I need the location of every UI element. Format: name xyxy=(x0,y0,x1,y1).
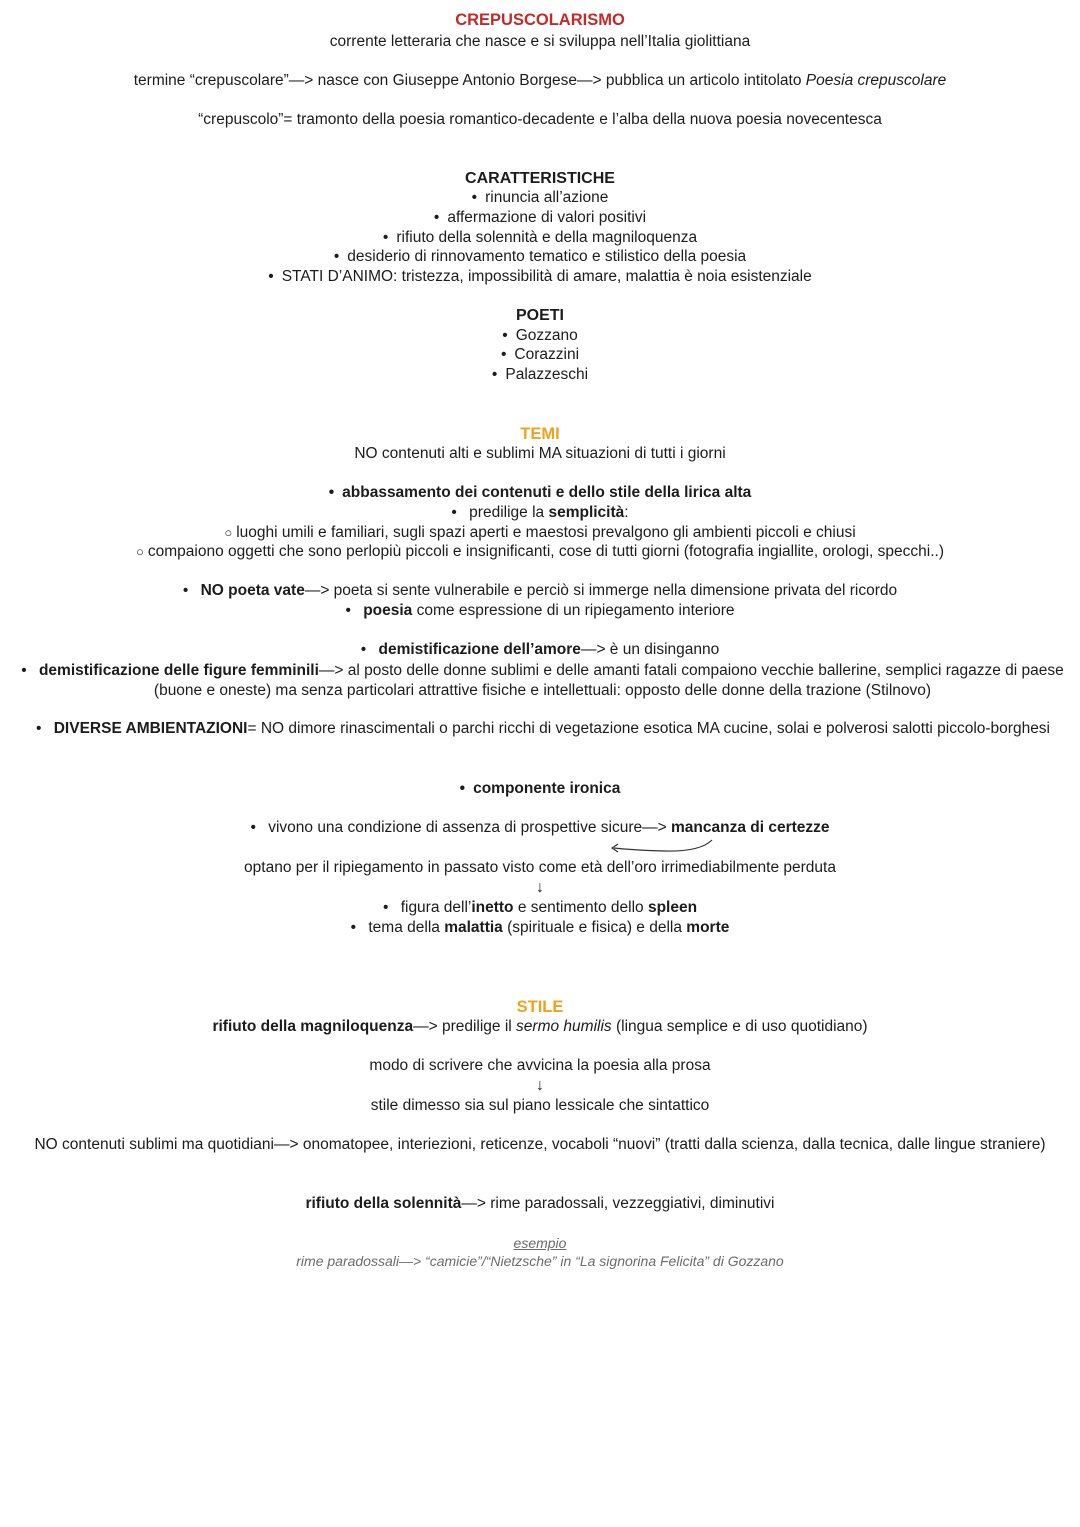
caratteristiche-heading: CARATTERISTICHE xyxy=(465,170,615,187)
caratteristiche-item: • rinuncia all’azione xyxy=(20,188,1060,208)
poeti-item: • Corazzini xyxy=(20,345,1060,365)
sermo-humilis: sermo humilis xyxy=(516,1018,612,1035)
temi-poesia xyxy=(20,601,1060,621)
assenza-text: vivono una condizione di assenza di prospettive sicure—> xyxy=(268,819,672,836)
article-title: Poesia crepuscolare xyxy=(805,72,947,89)
curved-arrow-icon xyxy=(600,836,720,860)
temi-vate xyxy=(20,581,1060,601)
inetto-bold: inetto xyxy=(471,899,514,916)
temi-femminili xyxy=(20,661,1065,701)
stile-prosa: modo di scrivere che avvicina la poesia alla prosa xyxy=(369,1057,711,1074)
poeti-item: • Palazzeschi xyxy=(20,365,1060,385)
stile-dimesso: stile dimesso sia sul piano lessicale che sintattico xyxy=(370,1097,710,1114)
assenza-bold: mancanza di certezze xyxy=(671,819,830,836)
temi-ripiegamento: optano per il ripiegamento in passato visto come età dell’oro irrimediabilmente perduta xyxy=(244,859,836,876)
inetto-text-a: figura dell’ xyxy=(400,899,472,916)
poesia-bold: poesia xyxy=(363,602,413,619)
femminili-bold: demistificazione delle figure femminili xyxy=(38,662,319,679)
page-title: CREPUSCOLARISMO xyxy=(455,11,625,29)
temi-inetto xyxy=(20,898,1060,918)
stile-solennita xyxy=(20,1194,1060,1214)
semplicita-colon: : xyxy=(624,504,629,521)
esempio-label: esempio xyxy=(513,1235,567,1251)
poeti-heading: POETI xyxy=(515,307,564,324)
arrow-down-icon: ↓ xyxy=(536,1077,544,1094)
stile-heading: STILE xyxy=(516,998,564,1016)
spleen-bold: spleen xyxy=(647,899,698,916)
malattia-bold: malattia xyxy=(444,919,503,936)
temi-intro: NO contenuti alti e sublimi MA situazioni di tutti i giorni xyxy=(354,445,726,462)
temi-assenza xyxy=(20,818,1060,838)
vate-bold: NO poeta vate xyxy=(200,582,305,599)
term-line xyxy=(20,71,1060,91)
solennita-text: —> rime paradossali, vezzeggiativi, diminutivi xyxy=(461,1195,775,1212)
amore-bold: demistificazione dell’amore xyxy=(378,641,581,658)
definition-line: “crepuscolo”= tramonto della poesia romantico-decadente e l’alba della nuova poesia novecentesca xyxy=(198,111,882,128)
term-line-text: termine “crepuscolare”—> nasce con Giuseppe Antonio Borgese—> pubblica un articolo intitolato xyxy=(133,72,806,89)
magniloquenza-bold: rifiuto della magniloquenza xyxy=(212,1018,414,1035)
caratteristiche-item: • affermazione di valori positivi xyxy=(20,208,1060,228)
arrow-down-icon: ↓ xyxy=(536,879,544,896)
ambientazioni-bold: DIVERSE AMBIENTAZIONI xyxy=(53,720,248,737)
vate-text: —> poeta si sente vulnerabile e perciò si immerge nella dimensione privata del ricordo xyxy=(304,582,898,599)
temi-ambientazioni xyxy=(28,719,1058,739)
subtitle: corrente letteraria che nasce e si sviluppa nell’Italia giolittiana xyxy=(329,33,751,50)
semplicita-text: predilige la xyxy=(469,504,549,521)
temi-malattia xyxy=(20,918,1060,938)
magniloquenza-text: —> predilige il xyxy=(413,1018,517,1035)
femminili-text: —> al posto delle donne sublimi e delle amanti fatali compaiono vecchie ballerine, semplici ragazze di paese (buone e oneste) ma senza particolari attrattive fisiche e intellettuali: opposto delle donne della trazione (Stilnovo) xyxy=(153,662,1064,699)
caratteristiche-item: • desiderio di rinnovamento tematico e stilistico della poesia xyxy=(20,247,1060,267)
stile-quotidiani: NO contenuti sublimi ma quotidiani—> onomatopee, interiezioni, reticenze, vocaboli “nuovi” (tratti dalla scienza, dalla tecnica, dalle lingue straniere) xyxy=(34,1136,1046,1153)
poesia-text: come espressione di un ripiegamento interiore xyxy=(412,602,735,619)
temi-sub-item: ○ compaiono oggetti che sono perlopiù piccoli e insignificanti, cose di tutti giorni (fotografia ingiallite, orologi, specchi..) xyxy=(20,542,1060,562)
solennita-bold: rifiuto della solennità xyxy=(305,1195,462,1212)
temi-amore xyxy=(20,640,1060,660)
temi-abbassamento: • abbassamento dei contenuti e dello stile della lirica alta xyxy=(20,483,1060,503)
ambientazioni-text: = NO dimore rinascimentali o parchi ricchi di vegetazione esotica MA cucine, solai e polverosi salotti piccolo-borghesi xyxy=(247,720,1051,737)
temi-heading: TEMI xyxy=(520,425,560,443)
temi-semplicita xyxy=(20,503,1060,523)
temi-sub-item: ○ luoghi umili e familiari, sugli spazi aperti e maestosi prevalgono gli ambienti piccoli e chiusi xyxy=(20,523,1060,543)
caratteristiche-item: • STATI D’ANIMO: tristezza, impossibilità di amare, malattia è noia esistenziale xyxy=(20,267,1060,287)
caratteristiche-item: • rifiuto della solennità e della magniloquenza xyxy=(20,228,1060,248)
inetto-text-c: e sentimento dello xyxy=(513,899,648,916)
magniloquenza-text-d: (lingua semplice e di uso quotidiano) xyxy=(611,1018,868,1035)
stile-magniloquenza xyxy=(20,1017,1060,1037)
malattia-text-a: tema della xyxy=(368,919,445,936)
temi-ironica: • componente ironica xyxy=(20,779,1060,799)
esempio-text: rime paradossali—> “camicie”/“Nietzsche” in “La signorina Felicita” di Gozzano xyxy=(296,1253,784,1269)
amore-text: —> è un disinganno xyxy=(580,641,720,658)
semplicita-bold: semplicità xyxy=(548,504,625,521)
malattia-text-c: (spirituale e fisica) e della xyxy=(502,919,687,936)
morte-bold: morte xyxy=(686,919,730,936)
poeti-item: • Gozzano xyxy=(20,326,1060,346)
